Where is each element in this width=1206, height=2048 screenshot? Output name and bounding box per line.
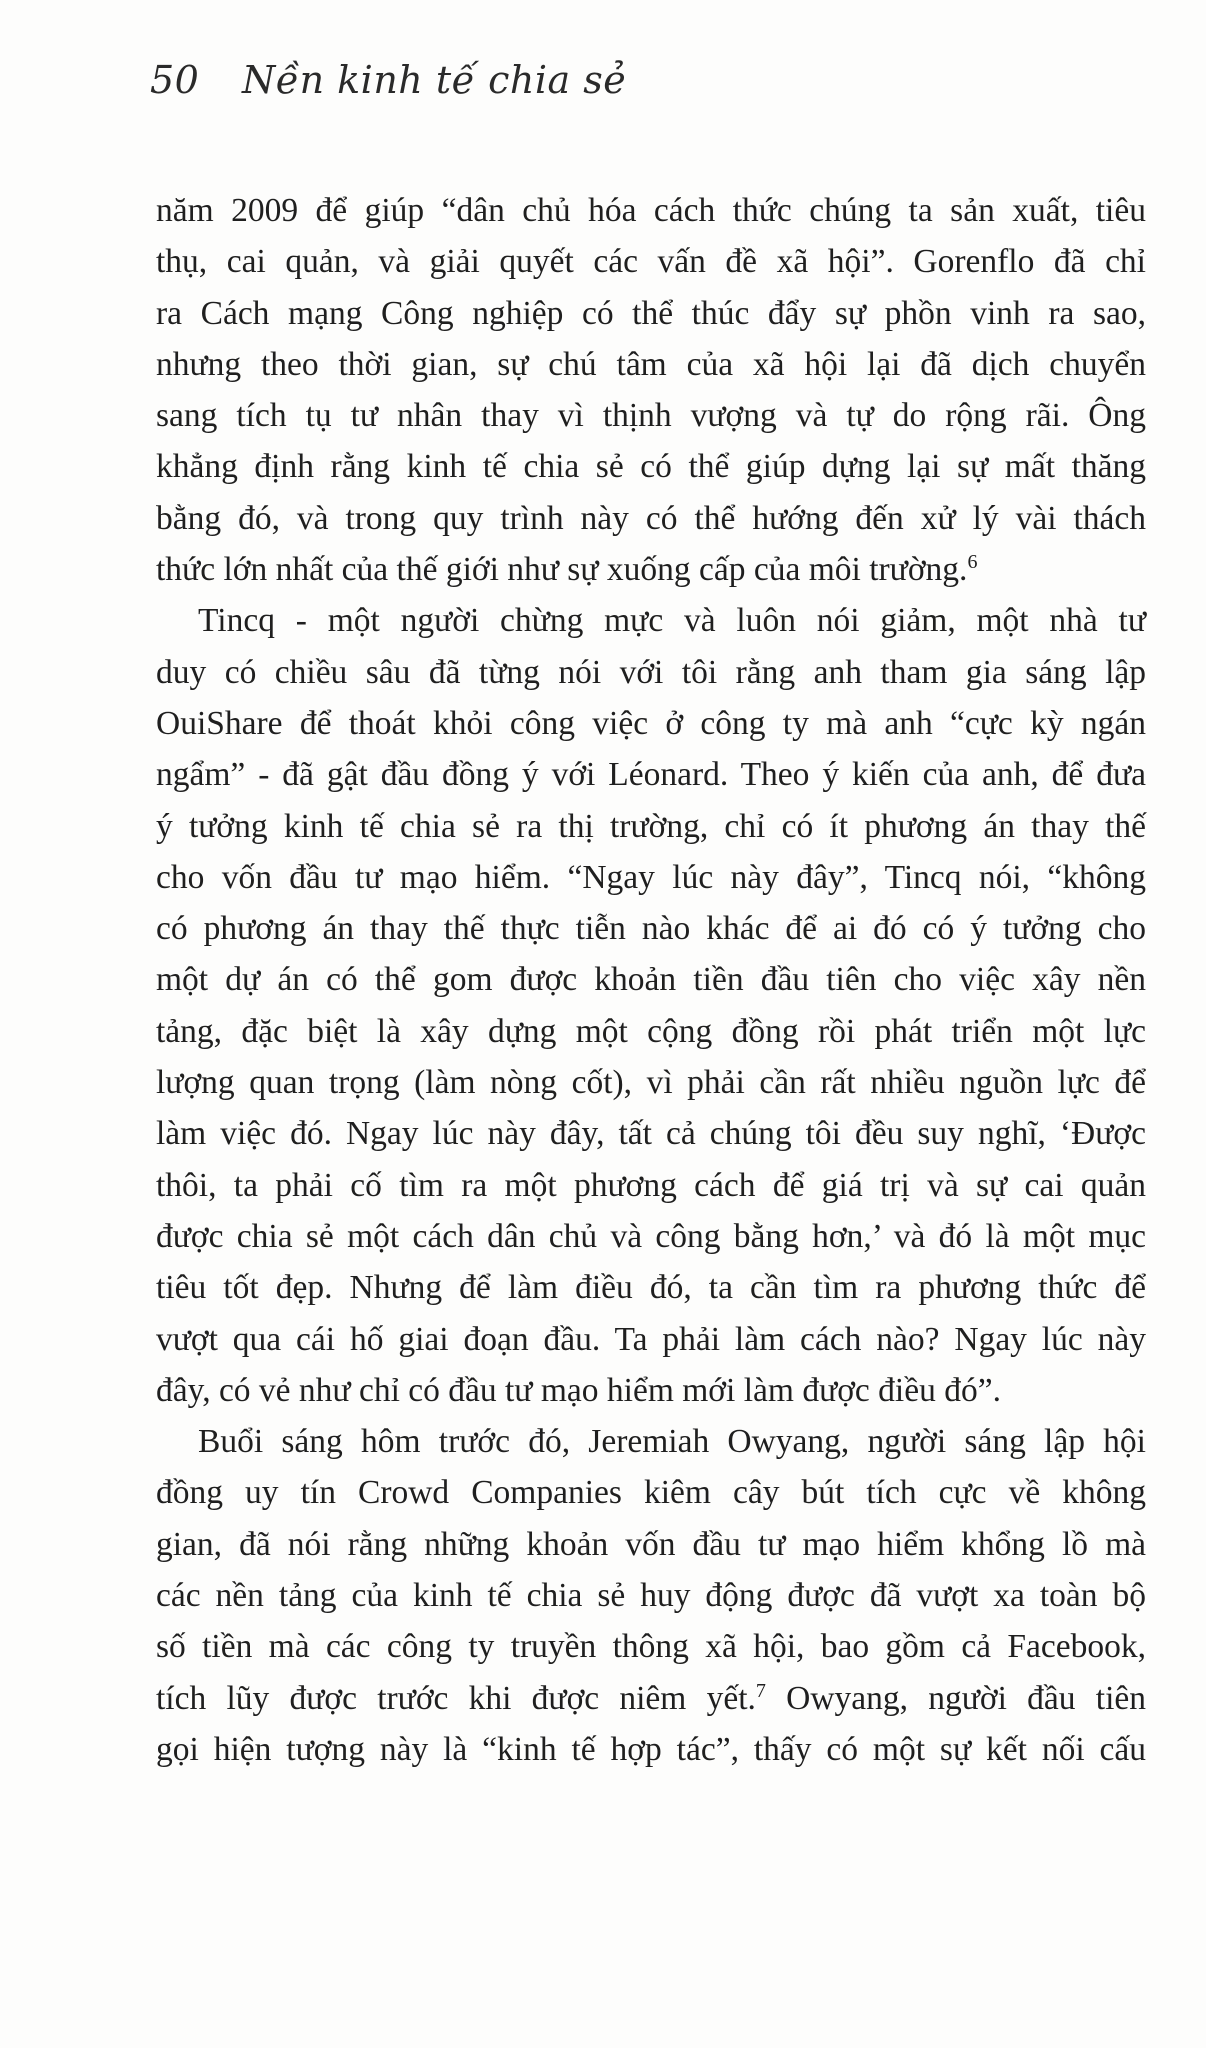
text-line-content: tích lũy được trước khi được niêm yết. [156, 1679, 756, 1717]
text-line: duy có chiều sâu đã từng nói với tôi rằng anh tham gia sáng lập [156, 653, 1146, 691]
text-line-continuation: Owyang, người đầu tiên [765, 1679, 1146, 1717]
text-line: cho vốn đầu tư mạo hiểm. “Ngay lúc này đây”, Tincq nói, “không [156, 858, 1146, 896]
text-line: sang tích tụ tư nhân thay vì thịnh vượng và tự do rộng rãi. Ông [156, 397, 1146, 435]
text-line: lượng quan trọng (làm nòng cốt), vì phải cần rất nhiều nguồn lực để [156, 1064, 1146, 1102]
text-line: làm việc đó. Ngay lúc này đây, tất cả chúng tôi đều suy nghĩ, ‘Được [156, 1115, 1146, 1153]
running-head [150, 58, 626, 102]
text-line: khẳng định rằng kinh tế chia sẻ có thể giúp dựng lại sự mất thăng [156, 448, 1146, 486]
text-line: Buổi sáng hôm trước đó, Jeremiah Owyang, người sáng lập hội [198, 1423, 1146, 1461]
text-line: đồng uy tín Crowd Companies kiêm cây bút tích cực về không [156, 1474, 1146, 1512]
text-line: gian, đã nói rằng những khoản vốn đầu tư mạo hiểm khổng lồ mà [156, 1525, 1146, 1563]
footnote-marker: 6 [967, 550, 978, 573]
text-line: được chia sẻ một cách dân chủ và công bằng hơn,’ và đó là một mục [156, 1217, 1146, 1255]
text-line: các nền tảng của kinh tế chia sẻ huy động được đã vượt xa toàn bộ [156, 1577, 1146, 1615]
text-line: Tincq - một người chừng mực và luôn nói giảm, một nhà tư [198, 602, 1146, 640]
text-line [156, 1673, 1146, 1724]
body-text [156, 185, 1146, 1775]
text-line [156, 544, 1146, 595]
text-line: ra Cách mạng Công nghiệp có thể thúc đẩy sự phồn vinh ra sao, [156, 294, 1146, 332]
text-line: thụ, cai quản, và giải quyết các vấn đề xã hội”. Gorenflo đã chỉ [156, 243, 1146, 281]
text-line: nhưng theo thời gian, sự chú tâm của xã hội lại đã dịch chuyển [156, 345, 1146, 383]
text-line: gọi hiện tượng này là “kinh tế hợp tác”, thấy có một sự kết nối cấu [156, 1730, 1146, 1768]
text-line: ý tưởng kinh tế chia sẻ ra thị trường, chỉ có ít phương án thay thế [156, 807, 1146, 845]
text-line: thôi, ta phải cố tìm ra một phương cách để giá trị và sự cai quản [156, 1166, 1146, 1204]
text-line: ngẩm” - đã gật đầu đồng ý với Léonard. Theo ý kiến của anh, để đưa [156, 756, 1146, 794]
text-line-content: thức lớn nhất của thế giới như sự xuống cấp của môi trường. [156, 551, 968, 589]
paragraph-2 [156, 595, 1146, 1416]
text-line: tiêu tốt đẹp. Nhưng để làm điều đó, ta cần tìm ra phương thức để [156, 1269, 1146, 1307]
text-line: năm 2009 để giúp “dân chủ hóa cách thức chúng ta sản xuất, tiêu [156, 192, 1146, 229]
text-line: bằng đó, và trong quy trình này có thể hướng đến xử lý vài thách [156, 499, 1146, 537]
text-line: tảng, đặc biệt là xây dựng một cộng đồng rồi phát triển một lực [156, 1012, 1146, 1050]
text-line: vượt qua cái hố giai đoạn đầu. Ta phải làm cách nào? Ngay lúc này [156, 1320, 1146, 1358]
text-line: có phương án thay thế thực tiễn nào khác để ai đó có ý tưởng cho [156, 910, 1146, 948]
book-title: Nền kinh tế chia sẻ [241, 58, 627, 102]
text-line: OuiShare để thoát khỏi công việc ở công ty mà anh “cực kỳ ngán [156, 704, 1146, 742]
text-line: số tiền mà các công ty truyền thông xã hội, bao gồm cả Facebook, [156, 1628, 1146, 1666]
text-line: một dự án có thể gom được khoản tiền đầu tiên cho việc xây nền [156, 961, 1146, 999]
footnote-marker: 7 [755, 1679, 766, 1702]
page-number: 50 [150, 58, 200, 102]
text-line: đây, có vẻ như chỉ có đầu tư mạo hiểm mới làm được điều đó”. [156, 1371, 1001, 1409]
paragraph-1 [156, 185, 1146, 595]
paragraph-3 [156, 1416, 1146, 1775]
